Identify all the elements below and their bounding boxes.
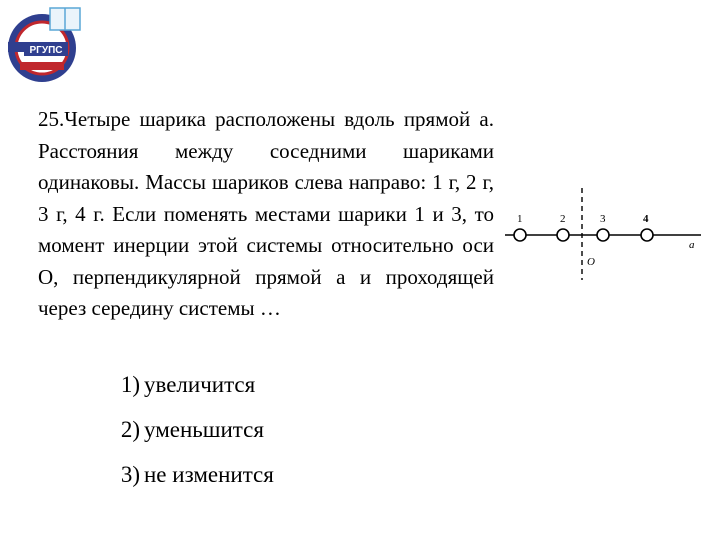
ball-label-1: 1 (517, 213, 523, 225)
ball-label-3: 3 (600, 213, 606, 225)
answer-text: уменьшится (144, 417, 264, 442)
line-label: a (689, 239, 695, 251)
answer-number: 3) (120, 462, 140, 487)
ball-1 (514, 229, 526, 241)
university-logo (2, 2, 88, 88)
logo-text: РГУПС (29, 45, 63, 56)
ball-label-4: 4 (643, 213, 649, 225)
ball-2 (557, 229, 569, 241)
logo-emblem-icon (2, 2, 88, 88)
axis-label: O (587, 256, 595, 268)
ball-3 (597, 229, 609, 241)
logo-red-band (20, 62, 64, 70)
question-text: 25.Четыре шарика расположены вдоль прямой а. Расстояния между соседними шариками одинаковы. Массы шариков слева направо: 1 г, 2 г, 3 г, 4 г. Если поменять местами шарики 1 и 3, то момент инерции этой системы относительно оси О, перпендикулярной прямой а и проходящей через середину системы … (38, 107, 494, 320)
answer-list (100, 372, 274, 507)
answer-option[interactable] (100, 417, 274, 462)
answer-number: 1) (120, 372, 140, 397)
ball-4 (641, 229, 653, 241)
ball-label-2: 2 (560, 213, 566, 225)
answer-option[interactable] (100, 462, 274, 507)
answer-text: увеличится (144, 372, 256, 397)
answer-option[interactable] (100, 372, 274, 417)
answer-number: 2) (120, 417, 140, 442)
balls-on-line-diagram (505, 186, 715, 282)
answer-text: не изменится (144, 462, 274, 487)
